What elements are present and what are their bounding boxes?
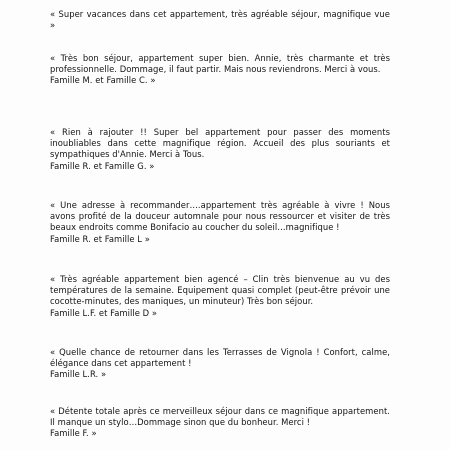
review-signature: Famille L.R. » xyxy=(50,369,107,380)
review-text: « Rien à rajouter !! Super bel appartement pour passer des moments inoubliables dans cette magnifique région. Accueil des plus souriants et sympathiques d'Annie. Merci à Tous. xyxy=(50,127,390,160)
review-signature: Famille R. et Famille L » xyxy=(50,233,150,244)
review-signature: Famille R. et Famille G. » xyxy=(50,160,155,171)
review-text: « Super vacances dans cet appartement, très agréable séjour, magnifique vue » xyxy=(50,9,390,31)
review-text: « Très bon séjour, appartement super bien. Annie, très charmante et très professionnelle. Dommage, il faut partir. Mais nous reviendrons. Merci à vous. xyxy=(50,53,390,75)
review-3 xyxy=(50,127,390,172)
review-text: « Quelle chance de retourner dans les Terrasses de Vignola ! Confort, calme, élégance dans cet appartement ! xyxy=(50,347,390,369)
review-text: « Une adresse à recommander….appartement très agréable à vivre ! Nous avons profité de la douceur automnale pour nous ressourcer et visiter de très beaux endroits comme Bonifacio au coucher du soleil…magnifique ! xyxy=(50,200,390,233)
review-1 xyxy=(50,9,390,31)
review-7 xyxy=(50,406,390,440)
review-4 xyxy=(50,200,390,245)
review-5 xyxy=(50,274,390,319)
review-text: « Détente totale après ce merveilleux séjour dans ce magnifique appartement. Il manque un stylo…Dommage sinon que du bonheur. Merci ! xyxy=(50,406,390,428)
review-signature: Famille F. » xyxy=(50,428,97,439)
review-2 xyxy=(50,53,390,87)
review-signature: Famille M. et Famille C. » xyxy=(50,75,156,86)
review-text: « Très agréable appartement bien agencé – Clin très bienvenue au vu des températures de la semaine. Equipement quasi complet (peut-être prévoir une cocotte-minutes, des maniques, un minuteur) Très bon séjour. xyxy=(50,274,390,307)
review-signature: Famille L.F. et Famille D » xyxy=(50,307,158,318)
review-6 xyxy=(50,347,390,381)
